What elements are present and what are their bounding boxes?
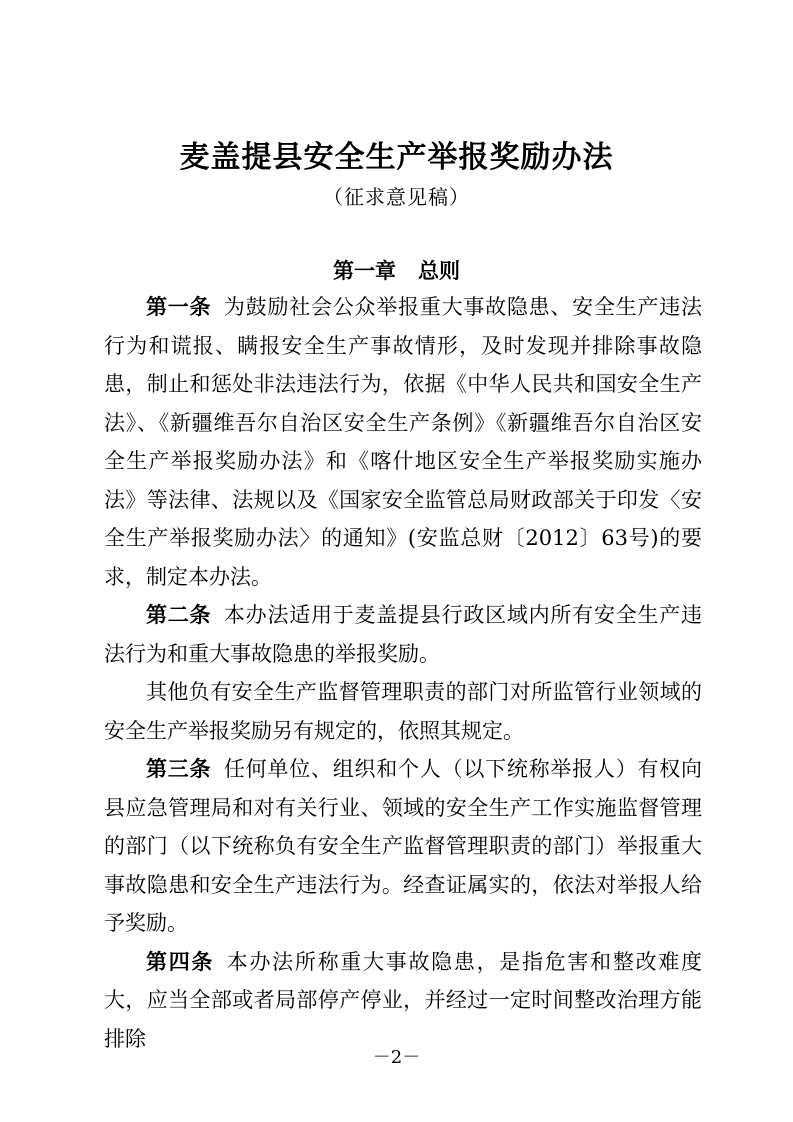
article-paragraph	[104, 596, 702, 673]
article-paragraph	[104, 288, 702, 596]
page-number: －2－	[372, 1047, 421, 1068]
article-text: 本办法所称重大事故隐患，是指危害和整改难度大，应当全部或者局部停产停业，并经过一定时间整改治理方能排除	[104, 949, 702, 1051]
article-label: 第三条	[146, 757, 212, 781]
body-paragraph	[104, 673, 702, 750]
chapter-heading	[0, 255, 793, 285]
article-label: 第四条	[146, 949, 215, 974]
chapter-name: 总则	[418, 259, 460, 283]
article-label: 第一条	[146, 295, 212, 319]
chapter-number: 第一章	[333, 259, 396, 283]
article-text: 为鼓励社会公众举报重大事故隐患、安全生产违法行为和谎报、瞒报安全生产事故情形，及时发现并排除事故隐患，制止和惩处非法违法行为，依据《中华人民共和国安全生产法》、《新疆维吾尔自治区安全生产条例》《新疆维吾尔自治区安全生产举报奖励办法》和《喀什地区安全生产举报奖励实施办法》等法律、法规以及《国家安全监管总局财政部关于印发〈安全生产举报奖励办法〉的通知》(安监总财〔2012〕63号)的要求，制定本办法。	[104, 295, 703, 589]
article-text: 任何单位、组织和个人（以下统称举报人）有权向县应急管理局和对有关行业、领域的安全生产工作实施监督管理的部门（以下统称负有安全生产监督管理职责的部门）举报重大事故隐患和安全生产违法行为。经查证属实的，依法对举报人给予奖励。	[104, 757, 703, 935]
document-subtitle: （征求意见稿）	[323, 185, 470, 209]
article-paragraph	[104, 750, 702, 943]
article-paragraph	[104, 943, 702, 1059]
document-body	[104, 288, 702, 1058]
article-text: 本办法适用于麦盖提县行政区域内所有安全生产违法行为和重大事故隐患的举报奖励。	[104, 603, 703, 666]
document-title: 麦盖提县安全生产举报奖励办法	[179, 140, 614, 175]
article-label: 第二条	[146, 603, 212, 627]
paragraph-text: 其他负有安全生产监督管理职责的部门对所监管行业领域的安全生产举报奖励另有规定的，依照其规定。	[104, 680, 702, 743]
